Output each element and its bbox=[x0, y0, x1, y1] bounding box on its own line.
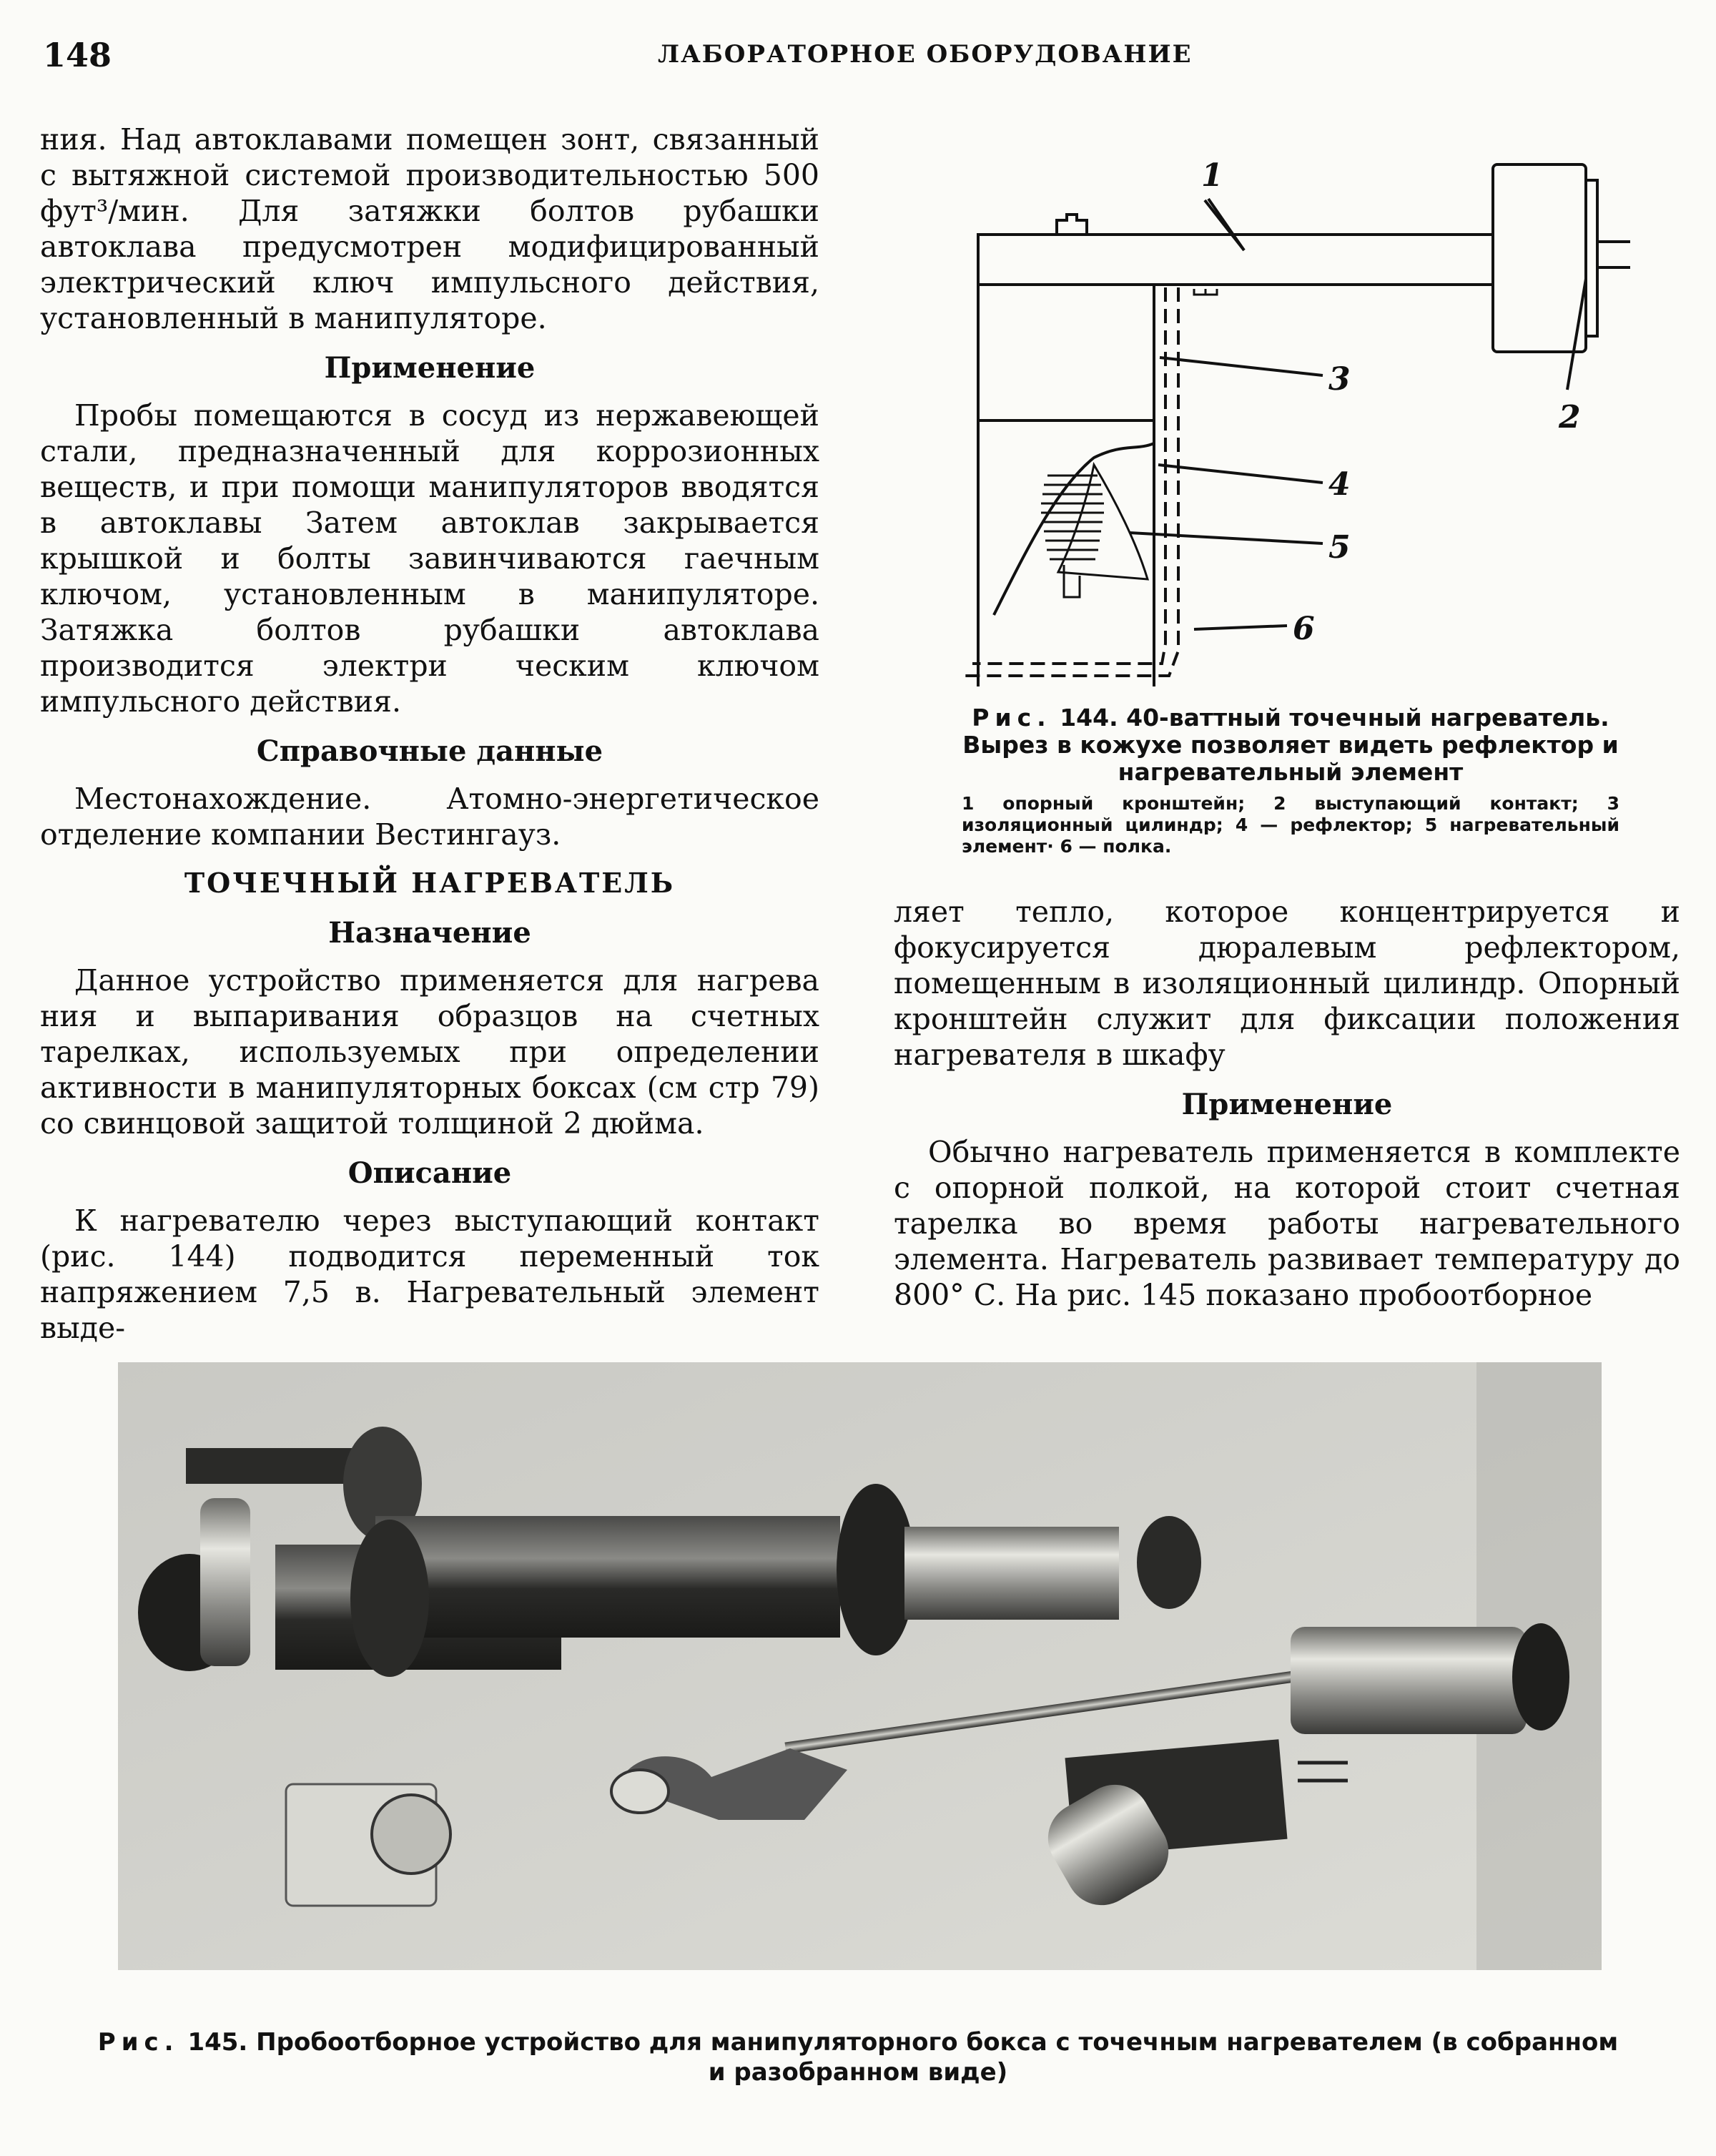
figure-145-caption-prefix: Рис. bbox=[97, 2028, 179, 2057]
right-paragraph-1: ляет тепло, которое концентрируется и фокусируется дюралевым рефлектором, помещенным в изоляционный цилиндр. Опорный кронштейн служит для фиксации положения нагревателя в шкафу bbox=[894, 895, 1680, 1072]
section-title: ТОЧЕЧНЫЙ НАГРЕВАТЕЛЬ bbox=[184, 867, 676, 899]
left-paragraph-3: Местонахождение. Атомно-энергетическое отделение компании Вестингауз. bbox=[40, 782, 819, 852]
diagram-label-4: 4 bbox=[1328, 466, 1351, 503]
running-title: ЛАБОРАТОРНОЕ ОБОРУДОВАНИЕ bbox=[658, 40, 1193, 69]
figure-145-photo bbox=[118, 1362, 1602, 1970]
support-bracket bbox=[978, 235, 1493, 285]
heading-naznachenie: Назначение bbox=[328, 916, 531, 950]
second-cylinder bbox=[1291, 1627, 1527, 1734]
heading-spravochnye: Справочные данные bbox=[256, 734, 603, 768]
diagram-label-2: 2 bbox=[1559, 399, 1581, 435]
page-number: 148 bbox=[43, 36, 112, 74]
left-paragraph-1: ния. Над автоклавами помещен зонт, связанный с вытяжной системой производительностью 500 фут³/мин. Для затяжки болтов рубашки автоклава предусмотрен модифицированный электрический ключ импульсного действия, установленный в манипуляторе. bbox=[40, 122, 819, 335]
figure-144-caption-text: 144. 40-ваттный точечный нагреватель. Вырез в кожухе позволяет видеть рефлектор и нагревательный элемент bbox=[962, 704, 1619, 786]
figure-144-legend: 1 опорный кронштейн; 2 выступающий контакт; 3 изоляционный цилиндр; 4 — рефлектор; 5 нагревательный элемент· 6 — полка. bbox=[962, 793, 1619, 857]
figure-144-caption-prefix: Рис. bbox=[972, 704, 1052, 732]
diagram-label-6: 6 bbox=[1293, 611, 1315, 647]
contact-pin bbox=[1597, 242, 1630, 267]
diagram-label-3: 3 bbox=[1328, 361, 1351, 398]
diagram-label-5: 5 bbox=[1328, 529, 1351, 566]
figure-144-caption bbox=[962, 704, 1619, 857]
light-cylinder bbox=[904, 1527, 1119, 1620]
left-column bbox=[40, 122, 819, 1346]
heading-primenenie-left: Применение bbox=[324, 351, 536, 385]
figure-145-caption-text: 145. Пробоотборное устройство для манипуляторного бокса с точечным нагревателем (в собранном и разобранном виде) bbox=[187, 2028, 1619, 2087]
right-column bbox=[894, 894, 1680, 1313]
left-paragraph-5: К нагревателю через выступающий контакт (рис. 144) подводится переменный ток напряжением 7,5 в. Нагревательный элемент выде- bbox=[40, 1203, 819, 1345]
left-paragraph-4: Данное устройство применяется для нагрева ния и выпаривания образцов на счетных тарелках, используемых при определении активности в манипуляторных боксах (см стр 79) со свинцовой защитой толщиной 2 дюйма. bbox=[40, 963, 819, 1141]
cylinder-head bbox=[1493, 164, 1586, 352]
right-paragraph-2: Обычно нагреватель применяется в комплекте с опорной полкой, на которой стоит счетная тарелка во время работы нагревательного элемента. Нагреватель развивает температуру до 800° С. На рис. 145 показано пробоотборное bbox=[894, 1135, 1680, 1312]
heading-opisanie: Описание bbox=[347, 1156, 512, 1190]
heading-primenenie-right: Применение bbox=[1181, 1088, 1393, 1121]
bracket-arm bbox=[200, 1498, 250, 1666]
left-paragraph-2: Пробы помещаются в сосуд из нержавеющей стали, предназначенный для коррозионных веществ, и при помощи манипуляторов вводятся в автоклавы Затем автоклав закрывается крышкой и болты завинчиваются гаечным ключом, установленным в манипуляторе. Затяжка болтов рубашки автоклава производится электри ческим ключом импульсного действия. bbox=[40, 398, 819, 719]
figure-145-caption bbox=[86, 2027, 1630, 2087]
diagram-label-1: 1 bbox=[1201, 157, 1223, 194]
figure-144-diagram bbox=[951, 143, 1630, 686]
